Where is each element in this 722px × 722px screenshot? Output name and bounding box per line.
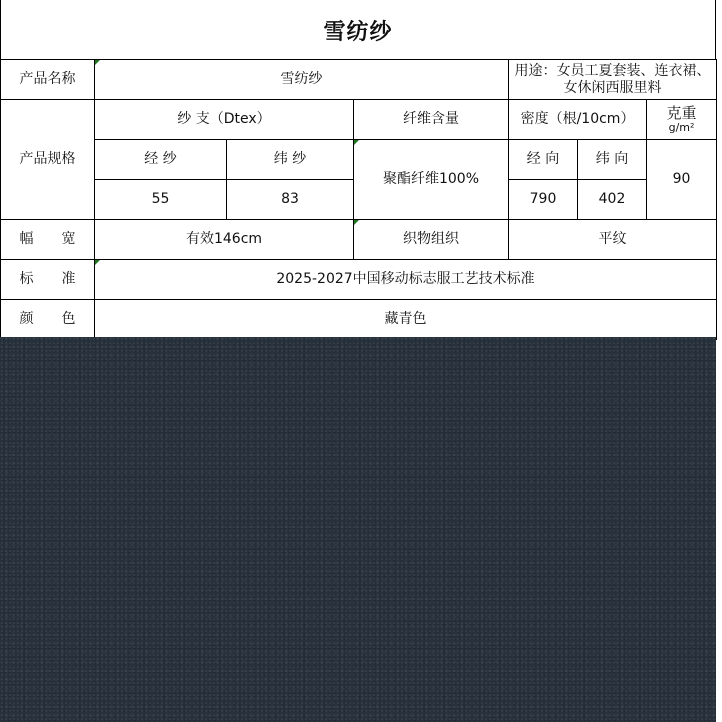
density-header: 密度（根/10cm）: [509, 100, 647, 140]
warp-yarn-label: 经 纱: [95, 140, 227, 180]
standard-value: 2025-2027中国移动标志服工艺技术标准: [95, 260, 717, 300]
weight-value: 90: [647, 140, 717, 220]
warp-yarn-value: 55: [95, 180, 227, 220]
table-row: [1, 220, 717, 260]
product-name-value: 雪纺纱: [95, 60, 509, 100]
table-row: [1, 60, 717, 100]
density-warp-value: 790: [509, 180, 578, 220]
table-row: [1, 300, 717, 340]
weave-label: 织物组织: [354, 220, 509, 260]
weight-header-label: 克重: [666, 104, 697, 122]
color-value: 藏青色: [95, 300, 717, 340]
table-row: [1, 260, 717, 300]
width-label: 幅 宽: [1, 220, 95, 260]
table-row: [1, 140, 717, 180]
weave-value: 平纹: [509, 220, 717, 260]
spec-label: 产品规格: [1, 100, 95, 220]
fiber-content-header: 纤维含量: [354, 100, 509, 140]
density-weft-value: 402: [578, 180, 647, 220]
table-row: [1, 100, 717, 140]
yarn-count-header: 纱 支（Dtex）: [95, 100, 354, 140]
page-title: 雪纺纱: [0, 0, 716, 60]
usage-text: 用途：女员工夏套装、连衣裙、女休闲西服里料: [509, 60, 717, 100]
color-label: 颜 色: [1, 300, 95, 340]
fiber-content-value: 聚酯纤维100%: [354, 140, 509, 220]
product-name-label: 产品名称: [1, 60, 95, 100]
weft-yarn-value: 83: [227, 180, 354, 220]
weight-header-unit: g/m²: [668, 121, 695, 134]
weft-yarn-label: 纬 纱: [227, 140, 354, 180]
density-warp-label: 经 向: [509, 140, 578, 180]
fabric-swatch-image: [0, 337, 716, 722]
width-value: 有效146cm: [95, 220, 354, 260]
spec-table: [0, 59, 717, 340]
density-weft-label: 纬 向: [578, 140, 647, 180]
standard-label: 标 准: [1, 260, 95, 300]
weight-header: [647, 100, 717, 140]
